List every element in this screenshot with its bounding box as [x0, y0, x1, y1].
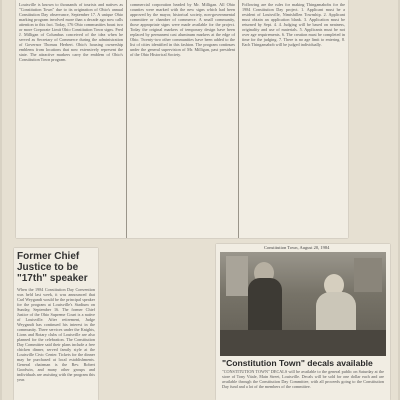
- news-photo-two-people: [220, 252, 386, 356]
- newspaper-clipping-constitution-town-markers: [16, 0, 348, 238]
- article-body: When the 1984 Constitution Day Convention was held last week, it was announced that Carl Weygandt would be the principal speaker for the program at Louisville's Stadium on Sunday, September 16. The former Chief Justice of the Ohio Supreme Court is a native of Louisville. After retirement, Judge Weygandt has continued his interest in the community. Three services under the Knights, Lions and Rotary clubs of Louisville are also planned for the celebration. The Constitution Day Committee said their plans include a free chicken dinner, served family style at the Louisville Civic Center. Tickets for the dinner may be purchased at local establishments. General chairman is the Rev. Robert Goodwin, and many other groups and individuals are assisting with the program this year.: [17, 287, 95, 382]
- bulletin-board: [226, 256, 248, 296]
- counter: [220, 330, 386, 356]
- article-column-1: Louisville is known to thousands of tourists and natives as "Constitution Town" due to its origination of Ohio's annual Constitution Day observance, September 17. A unique Ohio marking program involved more than a decade ago now calls attention to this fact. Today, 176 Ohio communities boast two or more Corporate Limit Ohio Constitution Town signs. Fred J. Milligan of Columbus conceived of the idea when he served as Secretary of Commerce during the administration of Governor Thomas Herbert. Ohio's housing ownership emblems from locations that now extensively represent the state. The attractive markers carry the emblem of Ohio's Constitution Town program.: [19, 2, 123, 62]
- newspaper-clipping-chief-justice: [14, 248, 98, 400]
- wall-shelf: [354, 258, 382, 292]
- newspaper-clipping-decals: [216, 244, 390, 400]
- photo-caption: "CONSTITUTION TOWN" DECALS will be available to the general public on Saturday at the store of Tony Vitale, Main Street, Louisville. Decals will be sold for one dollar each and are available through the Constitution Day Committee, with all proceeds going to the Constitution Day fund and a lot of the members of the committee.: [222, 369, 384, 389]
- dateline: Constitution Town, August 20, 1984: [264, 245, 330, 250]
- article-column-3: Following are the rules for making Thingamabobs for the 1984 Constitution Day project. 1. Applicant must be a resident of Louisville, Nimishillen Township. 2. Applicant must obtain an application blank. 3. Application must be returned by Sept. 4. 4. Judging will be based on neatness, originality and use of materials. 5. Applicants must be not over age requirements. 6. The creation must be completed in time for the judging. 7. There is no age limit to entering. 8. Each Thingamabob will be judged individually.: [238, 0, 348, 238]
- article-headline: Former Chief Justice to be "17th" speaker: [17, 251, 88, 284]
- man-figure: [248, 278, 282, 338]
- article-column-2: commercial corporation headed by Mr. Milligan. All Ohio counties were marked with the new signs which had been approved by the mayor, historical society, non-governmental committee or chamber of commerce. A small community, those appropriate signs were made available for the project. Today the original markers of temporary design have been replaced by permanent cast aluminum markers at the edge of Ohio. Twenty-two other communities have been added to the list of cities identified in this fashion. The program continues under the general supervision of Mr. Milligan, past president of the Ohio Historical Society.: [126, 0, 238, 238]
- scrapbook-page: [2, 0, 398, 400]
- article-headline: "Constitution Town" decals available: [222, 358, 373, 368]
